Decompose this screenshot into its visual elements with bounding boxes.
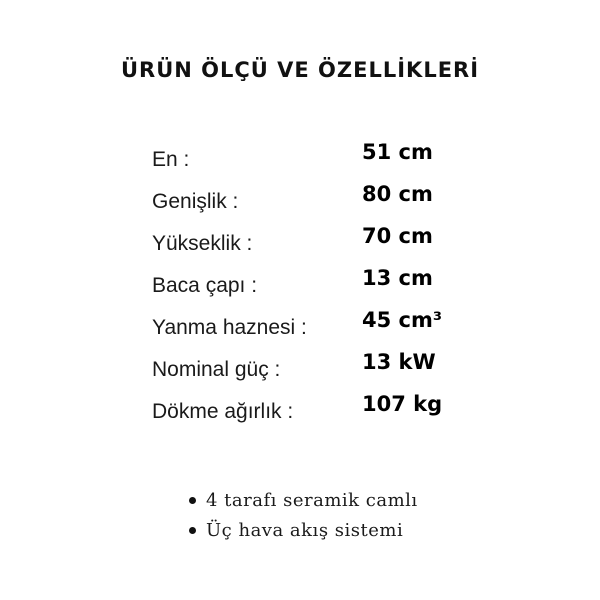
feature-text: Üç hava akış sistemi bbox=[206, 519, 404, 541]
spec-label: Genişlik : bbox=[152, 190, 239, 213]
list-item bbox=[185, 485, 418, 515]
spec-row-width bbox=[152, 140, 472, 182]
bullet-icon bbox=[189, 527, 196, 534]
spec-row-combustion-chamber bbox=[152, 308, 472, 350]
spec-label: Yanma haznesi : bbox=[152, 316, 307, 339]
spec-value: 13 kW bbox=[362, 350, 436, 374]
spec-row-cast-weight bbox=[152, 392, 472, 434]
page-title: ÜRÜN ÖLÇÜ VE ÖZELLİKLERİ bbox=[120, 58, 480, 82]
spec-label: Baca çapı : bbox=[152, 274, 258, 297]
spec-label: Nominal güç : bbox=[152, 358, 281, 381]
spec-row-flue-diameter bbox=[152, 266, 472, 308]
spec-value: 13 cm bbox=[362, 266, 433, 290]
spec-value: 45 cm³ bbox=[362, 308, 443, 332]
spec-row-depth bbox=[152, 182, 472, 224]
feature-text: 4 tarafı seramik camlı bbox=[206, 489, 418, 511]
spec-label: Dökme ağırlık : bbox=[152, 400, 294, 423]
spec-row-nominal-power bbox=[152, 350, 472, 392]
spec-value: 70 cm bbox=[362, 224, 433, 248]
spec-value: 80 cm bbox=[362, 182, 433, 206]
bullet-icon bbox=[189, 497, 196, 504]
spec-list bbox=[152, 140, 472, 434]
list-item bbox=[185, 515, 418, 545]
spec-value: 107 kg bbox=[362, 392, 443, 416]
spec-label: En : bbox=[152, 148, 190, 171]
spec-row-height bbox=[152, 224, 472, 266]
spec-value: 51 cm bbox=[362, 140, 433, 164]
feature-list bbox=[185, 485, 418, 545]
spec-label: Yükseklik : bbox=[152, 232, 253, 255]
